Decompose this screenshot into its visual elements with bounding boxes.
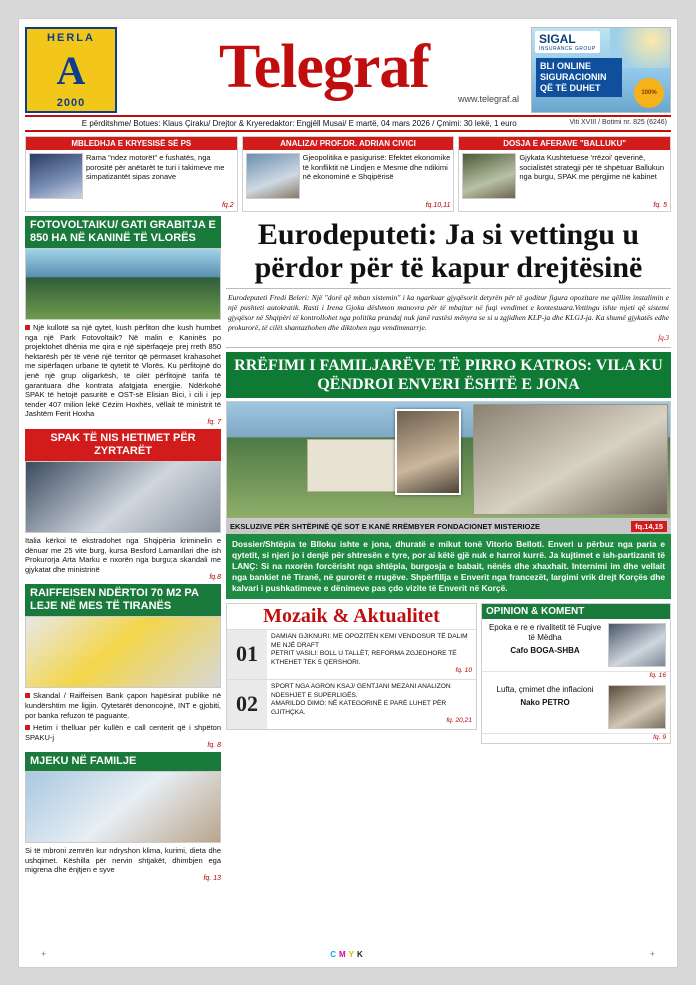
mozaik-title: Mozaik & Aktualitet [263,605,440,627]
opinion-section [481,603,671,744]
article-photo [25,461,221,533]
article-body: Një kullotë sa një qytet, kush përfiton dhe kush humbet nga një Park Fotovoltaik? Në malin e Kaninës po projektohet dhënia me qira e një sipërfaqeje prej rreth 850 hektarësh për të vënë një territor që përmaset krahasohet me sipërfaqen urbane të qytetit të Vlorës. Ku përfitojnë do jenë një grup oligarkësh, të cilët përfitojnë tarifa të garantuara dhe kontrata afatgjata energjie. Ndërkohë SPAK të hetojë pasuritë e OST-së Elisian Bici, i cili i jep tender 407 milion lekë Cëzim Hoxhës, vëllait të ministrit të Jashtëm Ferit Hoxha [25,323,221,419]
article-page-ref: fq. 13 [203,875,221,883]
sigal-brand-sub: INSURANCE GROUP [539,46,596,52]
advertisement-sigal[interactable] [531,27,671,113]
lead-text: Eurodeputeti Fredi Beleri: Një "dorë që mban sistemin" i ka ngarkuar gjyqësorit detyrën për të goditur figura opozitare me qëllim instalimin e një pushteti autokratik. Rasti i Irena Gjoka dëshmon manovra për të mbajtur në fuqi vendimet e kontestuara.Vettingu ishte mjeti që sistemi gjyqësor në Shqipëri të kontrollohet nga politika prandaj nuk janë rastësi mënyra se si u zgjidhen KLP-ja dhe KLGJ-ja. Ka shumë gjykatës edhe prokurorë, të cilët shantazhohen dhe diktohen nga vendimmarrje. [228,293,669,332]
teaser-photo [462,153,516,199]
opinion-author: Nako PETRO [520,698,570,707]
opinion-title: Epoka e re e rivalitetit të Fuqive të Mëdha [488,623,602,642]
ad-line-1: BLI ONLINE [540,61,591,71]
opinion-page-ref: fq. 9 [653,734,666,741]
article-raiffeisen[interactable] [25,584,221,749]
opinion-item[interactable] [482,619,670,672]
lead-paragraph [226,288,671,348]
opinion-item[interactable] [482,681,670,734]
cmyk-c: C [330,949,339,959]
lead-headline[interactable]: Eurodeputeti: Ja si vettingu u përdor për të kapur drejtësinë [254,218,643,284]
article-spak[interactable] [25,429,221,581]
exclusive-label: EKSLUZIVE PËR SHTËPINË QË SOT E KANË RRËMBYER FONDACIONET MISTERIOZE [230,522,541,531]
cmyk-k: K [357,949,366,959]
mozaik-line: SPORT NGA AGRON KSAJ/ GENTJANI MEZANI ANALIZON NDESHJET E SUPERLIGËS. [271,682,451,699]
teaser-page-ref: fq.10,11 [425,202,451,209]
herla-logo-letter: A [56,47,86,93]
nameplate [123,27,525,113]
article-kicker: FOTOVOLTAIKU/ GATI GRABITJA E 850 HA NË KANINË TË VLORËS [25,216,221,248]
mozaik-line: PETRIT VASILI: BOLL U TALLËT, REFORMA ZGJEDHORE TË KTHEHET TEK 5 QERSHORI. [271,650,457,666]
mozaik-line: DAMIAN GJIKNURI: ME OPOZITËN KEMI VENDOSUR TË DALIM ME NJË DRAFT [271,633,468,649]
right-column [226,216,671,882]
newspaper-page [18,18,678,968]
article-bullet: Skandal / Raiffeisen Bank çapon hapësirat publike në kundërshtim me ligjin. Qytetarët denoncojnë, INT e gjobiti, por banka refuzon të paguante. [25,691,221,720]
lead-page-ref: fq.3 [658,334,669,342]
mozaik-number: 02 [227,680,267,729]
page-title: Telegraf [218,33,430,101]
teaser-photo [246,153,300,199]
masthead [19,19,677,115]
teaser-text: Rama "ndez motorët" e fushatës, nga porositë për anëtarët te turi i takimeve me simpatizantët sipas zonave [86,153,225,181]
ad-copy [536,58,622,97]
teaser-kicker: DOSJA E AFERAVE "BALLUKU" [459,137,670,150]
sigal-brand: SIGAL [539,32,576,46]
teaser-card[interactable] [25,136,238,212]
teaser-photo [29,153,83,199]
article-photo [25,616,221,688]
feature-photo [226,401,671,519]
ad-seal-badge: 100% [634,78,664,108]
registration-mark-right: + [649,949,655,959]
article-photo [25,771,221,843]
mozaik-page-ref: fq. 10 [455,667,472,675]
article-kicker: RAIFFEISEN NDËRTOI 70 M2 PA LEJE NË MES TË TIRANËS [25,584,221,616]
article-photo [25,248,221,320]
article-page-ref: fq.8 [209,574,221,582]
cmyk-color-bar [330,950,366,959]
teaser-page-ref: fq. 5 [653,202,668,209]
herla-logo [25,27,117,113]
cmyk-y: Y [348,949,357,959]
cmyk-m: M [338,949,349,959]
article-body: Si të mbroni zemrën kur ndryshon klima, kurimi, dieta dhe ushqimet. Këshilla për nervin shtjakët, dhimbjen ega migrena dhe ënjtjen e syve [25,846,221,875]
herla-logo-year: 2000 [56,97,86,109]
portrait-photo [395,409,461,495]
article-body: Italia kërkoi të ekstradohet nga Shqipëria kriminelin e dënuar me 25 vite burg, kursa Besford Lamanllari dhe ish Prokurorja Arta Marku e nxorën nga burgu;a skandali me gjykatat dhe ministrinë [25,535,221,574]
issue-number: Viti XVIII / Botimi nr. 825 (6246) [569,119,667,126]
article-page-ref: fq. 8 [207,742,221,750]
article-page-ref: fq. 7 [207,418,221,426]
top-teasers [19,132,677,212]
mozaik-text [267,630,476,679]
registration-mark-left: + [41,949,47,959]
opinion-author: Cafo BOGA-SHBA [510,646,580,655]
teaser-kicker: ANALIZA/ PROF.DR. ADRIAN CIVICI [243,137,454,150]
article-kicker: SPAK TË NIS HETIMET PËR ZYRTARËT [25,429,221,461]
main-grid [19,212,677,882]
teaser-card[interactable] [242,136,455,212]
opinion-text [486,623,604,667]
mozaik-line: AMARILDO DIMO: NË KATEGORINË E PARË LUHET PËR GJITHÇKA. [271,700,447,716]
mozaik-number: 01 [227,630,267,679]
mozaik-page-ref: fq. 20,21 [446,717,472,725]
mozaik-section [226,603,477,730]
ad-line-2: SIGURACIONIN [540,72,607,82]
imprint-text: E përditshme/ Botues: Klaus Çiraku/ Drejtor & Kryeredaktor: Engjëll Musai/ E martë, 04 mars 2026 / Çmimi: 30 lekë, 1 euro [81,119,517,128]
feature-body: Dossier/Shtëpia te Blloku ishte e jona, dhuratë e mikut tonë Vitorio Belloti. Enveri u përbuz nga paria e qytetit, si njeri jo i denjë për shtresën e tyre, por ai këtë gjë nuk e harroi kurrë. Ja kujtimet e ish-partizanit të LANÇ: Si na nxorën forcërisht nga shtëpia, burgosja e babait, nënës dhe xhaxhait. Internimi im dhe vellait nga bankiet në Tiranë, në gurorët e rrugëve. Shpërfillja e Enverit nga francezët, largimi vrik drejt Korçës dhe kalvari i pushkatimeve e dënimeve pas çdo vizite të Enverit në Korçë. [226,534,671,599]
ad-line-3: QË TË DUHET [540,83,601,93]
opinion-text [486,685,604,729]
archive-photo [473,404,668,515]
article-mjeku[interactable] [25,752,221,882]
article-kicker: MJEKU NË FAMILJE [25,752,221,771]
imprint-line [25,115,671,132]
article-fotovoltaik[interactable] [25,216,221,426]
left-column [25,216,221,882]
list-item[interactable] [227,679,476,729]
feature-headline[interactable]: RRËFIMI I FAMILJARËVE TË PIRRO KATROS: VILA KU QËNDROI ENVERI ËSHTË E JONA [226,352,671,398]
opinion-title: Lufta, çmimet dhe inflacioni [496,685,594,694]
teaser-text: Gjykata Kushtetuese 'rrëzoi' qeverinë, socialistët strategji për të shpëtuar Ballukun nga burgu, SPAK me përgjime në kabinet [519,153,665,181]
exclusive-strip [226,519,671,534]
mozaik-text [267,680,476,729]
list-item[interactable] [227,629,476,679]
print-registration-marks [19,945,677,963]
teaser-page-ref: fq.2 [221,202,234,209]
article-bullet: Hetim i thelluar për kullën e call centerit që i shpëton SPAKU-j [25,723,221,742]
opinion-author-photo [608,623,666,667]
teaser-card[interactable] [458,136,671,212]
feature-article[interactable] [226,401,671,599]
sigal-logo [535,31,600,53]
opinion-header: OPINION & KOMENT [482,604,670,619]
opinion-author-photo [608,685,666,729]
teaser-text: Gjeopolitika e pasigurisë: Efektet ekonomike të konfliktit në Lindjen e Mesme dhe ndikimi në ekonominë e Shqipërisë [302,153,451,181]
teaser-kicker: MBLEDHJA E KRYESISË SË PS [26,137,237,150]
opinion-page-ref: fq. 16 [649,672,666,679]
website-url: www.telegraf.al [457,94,519,104]
exclusive-page-ref: fq.14,15 [631,521,667,532]
herla-logo-top: HERLA [47,32,95,44]
